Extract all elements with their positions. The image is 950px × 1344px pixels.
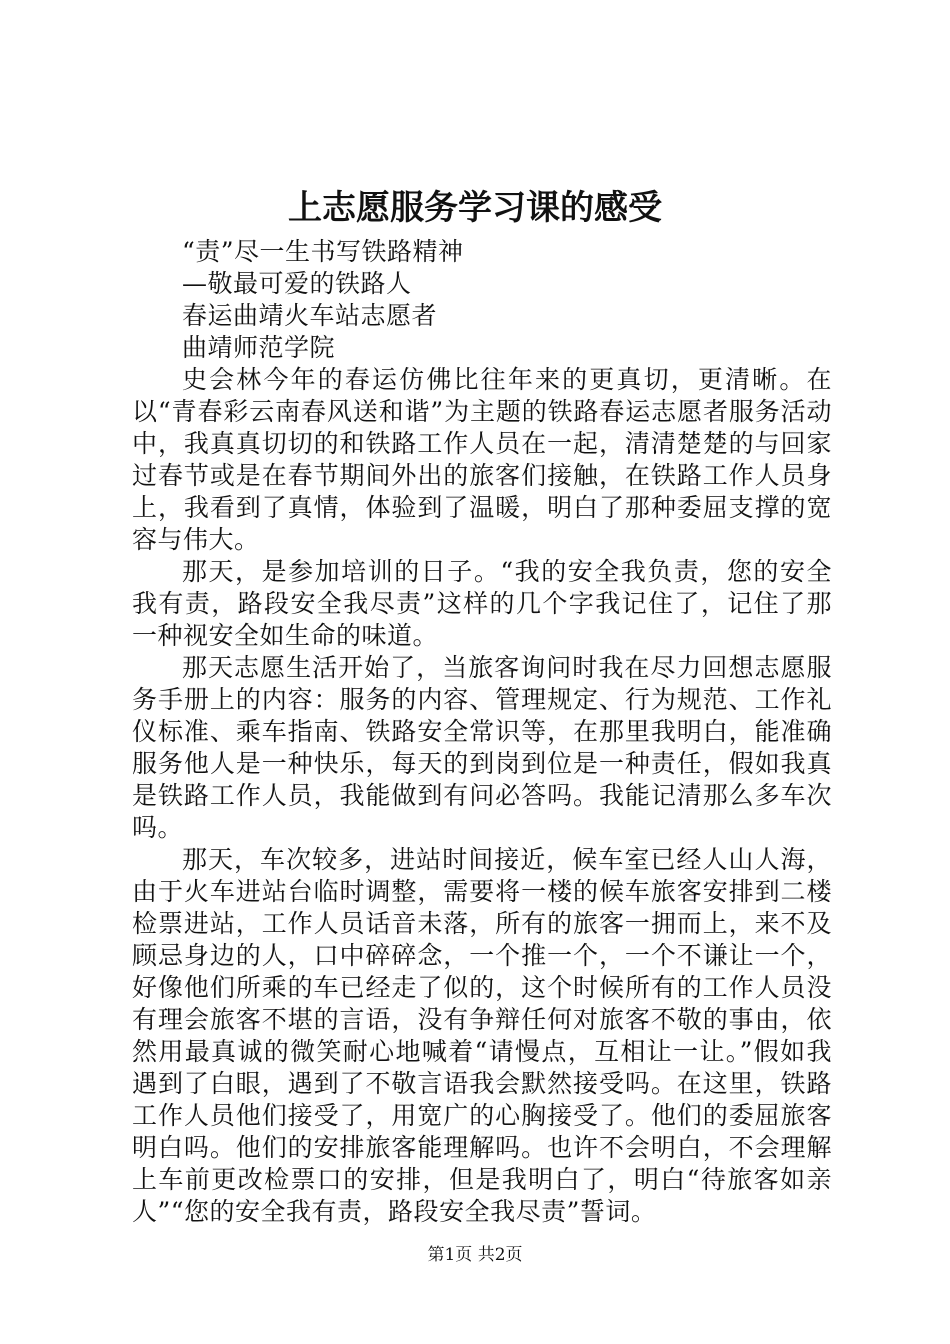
paragraph: 那天，是参加培训的日子。“我的安全我负责，您的安全我有责，路段安全我尽责”这样的几个字我记住了，记住了那一种视安全如生命的味道。 [132,557,832,650]
paragraph: 那天，车次较多，进站时间接近，候车室已经人山人海，由于火车进站台临时调整，需要将一楼的候车旅客安排到二楼检票进站，工作人员话音未落，所有的旅客一拥而上，来不及顾忌身边的人，口中碎碎念，一个推一个，一个不谦让一个，好像他们所乘的车已经走了似的，这个时候所有的工作人员没有理会旅客不堪的言语，没有争辩任何对旅客不敬的事由，依然用最真诚的微笑耐心地喊着“请慢点，互相让一让。”假如我遇到了白眼，遇到了不敬言语我会默然接受吗。在这里，铁路工作人员他们接受了，用宽广的心胸接受了。他们的委屈旅客明白吗。他们的安排旅客能理解吗。也许不会明白，不会理解上车前更改检票口的安排，但是我明白了，明白“待旅客如亲人”“您的安全我有责，路段安全我尽责”誓词。 [132,845,832,1226]
paragraph: 史会林今年的春运仿佛比往年来的更真切，更清晰。在以“青春彩云南春风送和谐”为主题的铁路春运志愿者服务活动中，我真真切切的和铁路工作人员在一起，清清楚楚的与回家过春节或是在春节期间外出的旅客们接触，在铁路工作人员身上，我看到了真情，体验到了温暖，明白了那种委屈支撑的宽容与伟大。 [132,365,832,554]
header-line-volunteer: 春运曲靖火车站志愿者 [182,301,438,330]
paragraph: 那天志愿生活开始了，当旅客询问时我在尽力回想志愿服务手册上的内容：服务的内容、管理规定、行为规范、工作礼仪标准、乘车指南、铁路安全常识等，在那里我明白，能准确服务他人是一种快乐，每天的到岗到位是一种责任，假如我真是铁路工作人员，我能做到有问必答吗。我能记清那么多车次吗。 [132,653,832,842]
header-line-dedication: —敬最可爱的铁路人 [182,269,412,298]
page-number-footer: 第1页 共2页 [427,1245,523,1265]
header-line-school: 曲靖师范学院 [182,333,336,362]
document-title: 上志愿服务学习课的感受 [288,188,662,228]
document-body [132,236,832,1228]
header-line-slogan: “责”尽一生书写铁路精神 [182,237,464,266]
